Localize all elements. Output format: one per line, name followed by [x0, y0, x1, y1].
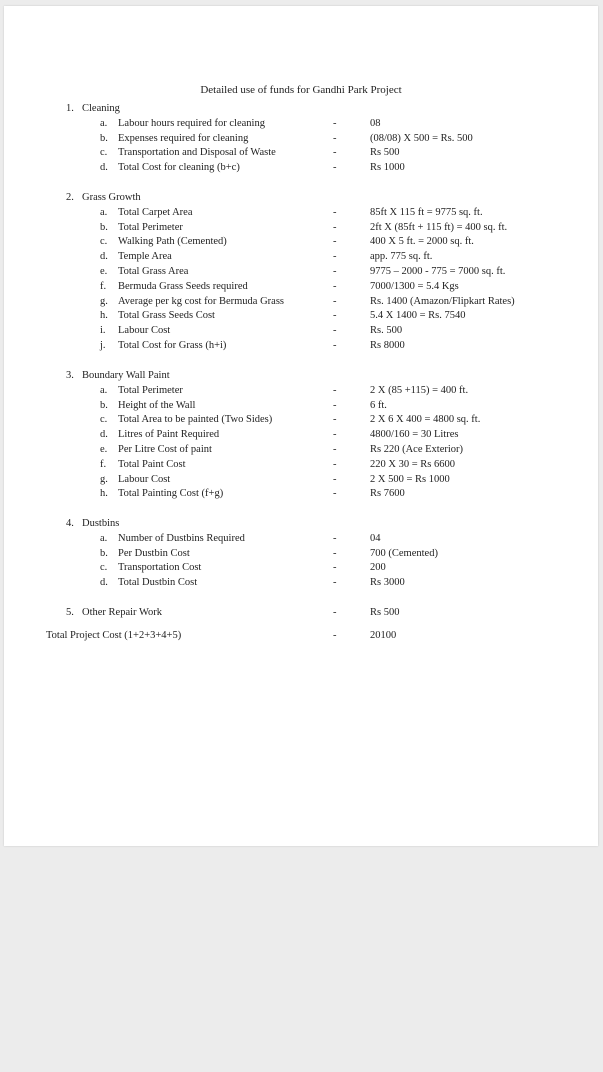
- item-value: 6 ft.: [370, 399, 387, 411]
- item-label: Total Painting Cost (f+g): [118, 488, 224, 500]
- item-letter: a.: [100, 206, 108, 218]
- item-letter: j.: [100, 340, 106, 351]
- item-dash: -: [333, 562, 337, 574]
- line-item: [4, 221, 598, 236]
- line-item: [4, 309, 598, 324]
- item-letter: i.: [100, 325, 106, 337]
- line-item: [4, 161, 598, 176]
- item-label: Total Carpet Area: [118, 206, 193, 218]
- item-label: Total Cost for Grass (h+i): [118, 340, 227, 351]
- item-letter: d.: [100, 429, 108, 441]
- section-number: 3.: [66, 370, 74, 381]
- item-letter: b.: [100, 399, 108, 411]
- item-letter: g.: [100, 473, 108, 485]
- item-label: Labour Cost: [118, 325, 171, 337]
- item-letter: e.: [100, 444, 108, 455]
- section-title: Cleaning: [82, 103, 120, 114]
- item-dash: -: [333, 473, 337, 485]
- line-item: [4, 576, 598, 591]
- line-item: [4, 132, 598, 147]
- section-title: Other Repair Work: [82, 607, 163, 618]
- item-label: Per Litre Cost of paint: [118, 444, 212, 455]
- item-dash: -: [333, 251, 337, 263]
- section-heading: [4, 517, 598, 532]
- item-dash: -: [333, 414, 337, 426]
- item-value: 2ft X (85ft + 115 ft) = 400 sq. ft.: [370, 221, 508, 233]
- item-letter: c.: [100, 414, 108, 426]
- item-dash: -: [333, 547, 337, 559]
- line-item: [4, 473, 598, 488]
- section-title: Dustbins: [82, 518, 120, 529]
- item-dash: -: [333, 147, 337, 159]
- item-label: Average per kg cost for Bermuda Grass: [118, 295, 284, 307]
- item-letter: b.: [100, 547, 108, 559]
- line-item: [4, 265, 598, 280]
- item-value: 4800/160 = 30 Litres: [370, 429, 459, 441]
- item-label: Number of Dustbins Required: [118, 532, 245, 544]
- section-title: Boundary Wall Paint: [82, 370, 170, 381]
- item-label: Height of the Wall: [118, 399, 196, 411]
- item-value: 200: [370, 562, 386, 574]
- total-label: Total Project Cost (1+2+3+4+5): [46, 630, 182, 641]
- line-item: [4, 235, 598, 250]
- document-page: [4, 6, 598, 846]
- item-letter: d.: [100, 162, 108, 174]
- item-value: 700 (Cemented): [370, 547, 438, 559]
- item-dash: -: [333, 117, 337, 129]
- item-letter: h.: [100, 488, 108, 500]
- item-dash: -: [333, 266, 337, 277]
- item-dash: -: [333, 340, 337, 351]
- line-item: [4, 458, 598, 473]
- document-title: Detailed use of funds for Gandhi Park Project: [200, 84, 402, 96]
- item-dash: -: [333, 221, 337, 233]
- item-letter: b.: [100, 221, 108, 233]
- item-label: Total Cost for cleaning (b+c): [118, 162, 240, 174]
- line-item: [4, 117, 598, 132]
- item-dash: -: [333, 458, 337, 470]
- item-dash: -: [333, 132, 337, 144]
- line-item: [4, 399, 598, 414]
- section-heading: [4, 191, 598, 206]
- item-letter: d.: [100, 577, 108, 589]
- item-dash: -: [333, 325, 337, 337]
- item-value: 7000/1300 = 5.4 Kgs: [370, 280, 459, 292]
- item-label: Labour Cost: [118, 473, 171, 485]
- item-letter: a.: [100, 384, 108, 396]
- line-item: [4, 295, 598, 310]
- section-number: 5.: [66, 607, 74, 618]
- item-dash: -: [333, 236, 337, 248]
- item-letter: e.: [100, 266, 108, 277]
- item-dash: -: [333, 280, 337, 292]
- item-value: (08/08) X 500 = Rs. 500: [370, 132, 473, 144]
- item-dash: -: [333, 577, 337, 589]
- line-item: [4, 532, 598, 547]
- item-dash: -: [333, 532, 337, 544]
- item-letter: h.: [100, 310, 108, 322]
- item-value: Rs 500: [370, 607, 400, 618]
- line-item: [4, 547, 598, 562]
- section-title: Grass Growth: [82, 192, 141, 203]
- item-label: Total Grass Area: [118, 266, 189, 277]
- item-label: Transportation Cost: [118, 562, 202, 574]
- item-label: Litres of Paint Required: [118, 429, 220, 441]
- line-item: [4, 443, 598, 458]
- total-value: 20100: [370, 630, 397, 641]
- item-value: 9775 – 2000 - 775 = 7000 sq. ft.: [370, 266, 506, 277]
- item-letter: g.: [100, 295, 108, 307]
- item-value: Rs 3000: [370, 577, 405, 589]
- line-item: [4, 487, 598, 502]
- line-item: [4, 146, 598, 161]
- item-dash: -: [333, 444, 337, 455]
- item-label: Bermuda Grass Seeds required: [118, 280, 248, 292]
- item-value: Rs 1000: [370, 162, 405, 174]
- item-value: Rs 220 (Ace Exterior): [370, 444, 464, 455]
- item-dash: -: [333, 399, 337, 411]
- line-item: [4, 280, 598, 295]
- line-item: [4, 250, 598, 265]
- item-value: 85ft X 115 ft = 9775 sq. ft.: [370, 206, 483, 218]
- line-item: [4, 324, 598, 339]
- item-label: Total Area to be painted (Two Sides): [118, 414, 273, 426]
- item-label: Walking Path (Cemented): [118, 236, 227, 248]
- item-value: 400 X 5 ft. = 2000 sq. ft.: [370, 236, 474, 248]
- item-label: Total Perimeter: [118, 384, 183, 396]
- item-letter: f.: [100, 458, 107, 470]
- item-value: 04: [370, 532, 381, 544]
- item-letter: a.: [100, 117, 108, 129]
- item-letter: c.: [100, 562, 108, 574]
- total-row: [4, 629, 598, 644]
- item-value: Rs. 1400 (Amazon/Flipkart Rates): [370, 295, 515, 307]
- item-value: Rs 7600: [370, 488, 405, 500]
- line-item: [4, 206, 598, 221]
- item-label: Expenses required for cleaning: [118, 132, 249, 144]
- item-dash: -: [333, 162, 337, 174]
- section-number: 2.: [66, 192, 74, 203]
- item-value: Rs 8000: [370, 340, 405, 351]
- line-item: [4, 561, 598, 576]
- item-dash: -: [333, 429, 337, 441]
- item-label: Total Grass Seeds Cost: [118, 310, 215, 322]
- line-item: [4, 428, 598, 443]
- item-letter: b.: [100, 132, 108, 144]
- section-heading: [4, 102, 598, 117]
- item-label: Temple Area: [118, 251, 172, 263]
- item-value: 2 X (85 +115) = 400 ft.: [370, 384, 469, 396]
- item-label: Total Paint Cost: [118, 458, 186, 470]
- item-dash: -: [333, 630, 337, 641]
- item-value: 2 X 500 = Rs 1000: [370, 473, 450, 485]
- item-label: Transportation and Disposal of Waste: [118, 147, 276, 159]
- item-dash: -: [333, 488, 337, 500]
- item-value: 2 X 6 X 400 = 4800 sq. ft.: [370, 414, 481, 426]
- item-dash: -: [333, 607, 337, 618]
- item-value: app. 775 sq. ft.: [370, 251, 433, 263]
- item-value: 220 X 30 = Rs 6600: [370, 458, 455, 470]
- item-value: Rs 500: [370, 147, 400, 159]
- item-dash: -: [333, 310, 337, 322]
- item-label: Total Dustbin Cost: [118, 577, 198, 589]
- section-number: 1.: [66, 103, 74, 114]
- item-value: Rs. 500: [370, 325, 403, 337]
- item-letter: a.: [100, 532, 108, 544]
- line-item: [4, 384, 598, 399]
- item-value: 5.4 X 1400 = Rs. 7540: [370, 310, 466, 322]
- item-dash: -: [333, 206, 337, 218]
- item-label: Total Perimeter: [118, 221, 183, 233]
- item-dash: -: [333, 295, 337, 307]
- item-label: Labour hours required for cleaning: [118, 117, 265, 129]
- item-letter: f.: [100, 280, 107, 292]
- item-dash: -: [333, 384, 337, 396]
- line-item: [4, 413, 598, 428]
- item-letter: c.: [100, 147, 108, 159]
- item-value: 08: [370, 117, 381, 129]
- other-repair-row: [4, 606, 598, 621]
- item-letter: c.: [100, 236, 108, 248]
- item-letter: d.: [100, 251, 108, 263]
- item-label: Per Dustbin Cost: [118, 547, 190, 559]
- section-number: 4.: [66, 518, 74, 529]
- section-heading: [4, 369, 598, 384]
- line-item: [4, 339, 598, 354]
